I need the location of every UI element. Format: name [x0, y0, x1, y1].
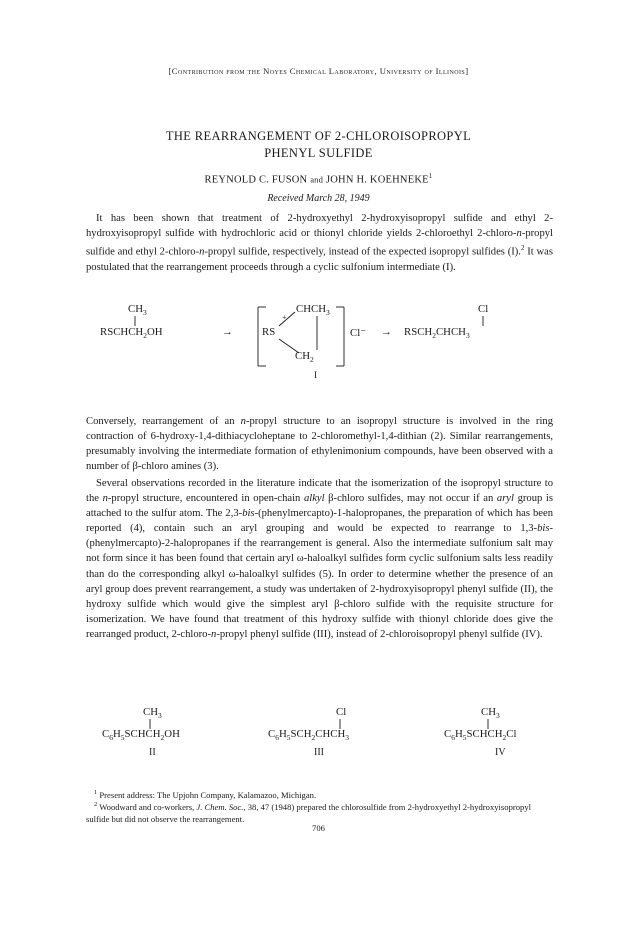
page-number: 706 — [312, 823, 325, 833]
author-and: and — [310, 174, 324, 185]
s1-arrow-2: → — [381, 326, 392, 338]
s1-ch2: $CH_2$ — [295, 350, 314, 365]
title-line-2: PHENYL SULFIDE — [264, 146, 373, 160]
s2-compound-II: $C_6H_5SCHCH_2OH$ — [102, 728, 180, 743]
paragraph-3: Several observations recorded in the literature indicate that the isomerization of the isopropyl structure to the n-propyl structure, encountered in open-chain alkyl β-chloro sulfides, may not occur if an aryl group is attached to the sulfur atom. The 2,3-bis-(phenylmercapto)-1-halopropanes, the preparation of which has been reported (4), contain such an aryl grouping and would be expected to rearrange to 1,3-bis-(phenylmercapto)-2-halopropanes if the rearrangement is general. Also the intermediate sulfonium salt may not form since it has been found that certain aryl ω-haloalkyl sulfides form cyclic sulfonium salts less readily than do the corresponding alkyl ω-haloalkyl sulfides (5). In order to determine whether the presence of an aryl group does prevent rearrangement, a study was undertaken of 2-hydroxyisopropyl phenyl sulfide (II), the hydroxy sulfide which would give the simplest aryl β-chloro sulfide with the requisite structure for isomerization. We have found that treatment of this hydroxy sulfide with thionyl chloride does give the rearranged product, 2-chloro-n-propyl phenyl sulfide (III), instead of 2-chloroisopropyl phenyl sulfide (IV). — [86, 478, 553, 640]
s1-ch3: $CH_3$ — [128, 303, 147, 318]
s2-c1-top: $CH_3$ — [143, 706, 162, 721]
s1-rs: RS — [262, 326, 276, 338]
s2-c3-top: $CH_3$ — [481, 706, 500, 721]
contribution-header: [Contribution from the Noyes Chemical Laboratory, University of Illinois] — [168, 66, 469, 76]
s1-cl-minus: Cl⁻ — [350, 327, 366, 339]
author-1: REYNOLD C. FUSON — [204, 174, 308, 186]
paragraph-2: Conversely, rearrangement of an n-propyl structure to an isopropyl structure is involved in the ring contraction of 6-hydroxy-1,4-dithiacycloheptane to 2-chloromethyl-1,4-dithian (2). Similar rearrangements, presumably involving the intermediate formation of ethylenimonium compounds, have been observed with a number of β-chloro amines (3). — [86, 416, 553, 473]
footnote-2: $^2$ Woodward and co-workers, J. Chem. Soc., 38, 47 (1948) prepared the chlorosulfide from 2-hydroxyethyl 2-hydroxyisopropyl sulfide but did not observe the rearrangement. — [86, 801, 532, 825]
s2-label-IV: IV — [495, 747, 506, 758]
author-2: JOHN H. KOEHNEKE — [325, 174, 429, 186]
s1-plus: + — [282, 313, 287, 322]
s2-label-III: III — [314, 747, 324, 758]
s2-label-II: II — [149, 747, 156, 758]
s1-cl-top: Cl — [478, 303, 489, 315]
received-date: Received March 28, 1949 — [267, 193, 370, 204]
s1-arrow-1: → — [222, 326, 233, 338]
s1-product: $RSCH_2CHCH_3$ — [404, 326, 470, 341]
s2-compound-IV: $C_6H_5SCHCH_2Cl$ — [444, 728, 517, 743]
author-footnote-mark: 1 — [428, 172, 433, 180]
s1-label: I — [314, 371, 318, 381]
s2-c2-top: Cl — [336, 706, 347, 718]
title-line-1: THE REARRANGEMENT OF 2-CHLOROISOPROPYL — [165, 129, 472, 143]
s1-ring-top: $CHCH_3$ — [296, 303, 330, 318]
paragraph-1: It has been shown that treatment of 2-hydroxyethyl 2-hydroxyisopropyl sulfide and ethyl 2-hydroxyisopropyl sulfide with hydrochloric acid or thionyl chloride yields 2-chloroethyl 2-chloro-n-propyl sulfide and ethyl 2-chloro-n-propyl sulfide, respectively, instead of the expected isopropyl sulfides (I).$^2$ It was postulated that the rearrangement proceeds through a cyclic sulfonium intermediate (I). — [86, 213, 553, 273]
s1-reactant: $RSCHCH_2OH$ — [100, 326, 163, 341]
s2-compound-III: $C_6H_5SCH_2CHCH_3$ — [268, 728, 350, 743]
footnote-1: $^1$ Present address: The Upjohn Company, Kalamazoo, Michigan. — [94, 789, 317, 800]
